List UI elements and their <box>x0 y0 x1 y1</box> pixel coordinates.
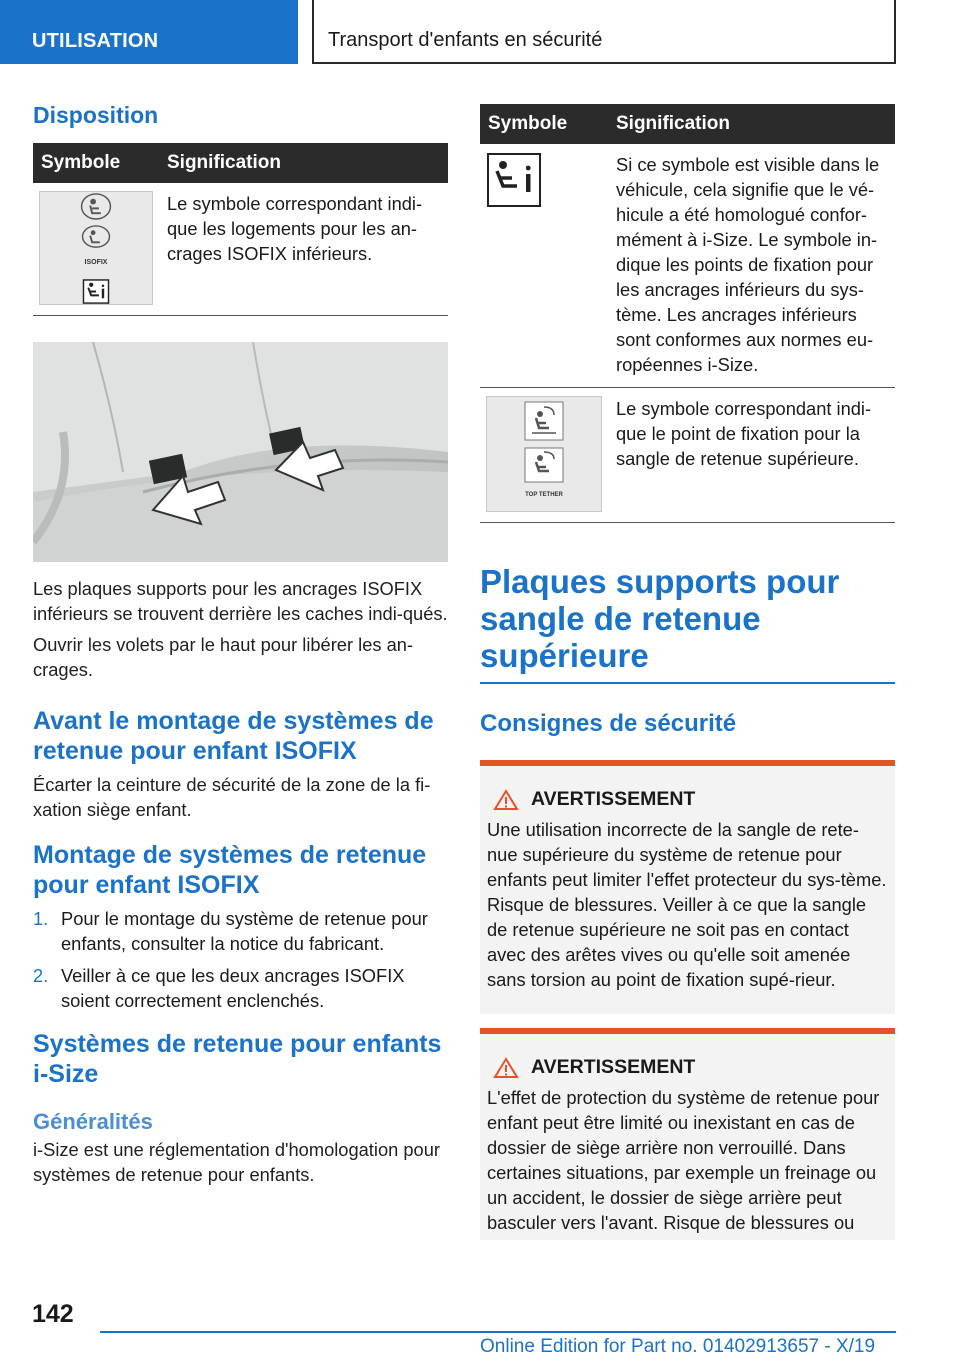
paragraph-general: i-Size est une réglementation d'homologation pour systèmes de retenue pour enfants. <box>33 1139 440 1185</box>
table-header-meaning: Signification <box>608 104 895 144</box>
table-row <box>480 388 895 523</box>
heading-top-tether-plates: Plaques supports pour sangle de retenue supérieure <box>480 563 895 684</box>
table-row <box>480 144 895 388</box>
step-number: 2. <box>33 965 49 986</box>
heading-before-mounting: Avant le montage de systèmes de retenue pour enfant ISOFIX <box>33 707 434 765</box>
table-header-symbol: Symbole <box>33 143 159 183</box>
table-header-meaning: Signification <box>159 143 448 183</box>
isofix-anchor-icon <box>82 279 110 304</box>
right-column <box>480 104 895 1240</box>
table-cell-meaning: Si ce symbole est visible dans le véhicule, cela signifie que le vé-hicule a été homologué confor-mément à i-Size. Le symbole in-dique les points de fixation pour les ancrages inférieurs du sys-tème. Les ancrages inférieurs sont conformes aux normes eu-ropéennes i-Size. <box>608 144 895 388</box>
top-tether-symbols-icon <box>486 396 602 512</box>
left-column <box>33 96 448 1187</box>
isize-anchor-icon <box>486 152 542 208</box>
rear-seat-illustration <box>33 342 448 562</box>
table-cell-meaning: Le symbole correspondant indi-que le point de fixation pour la sangle de retenue supérieure. <box>608 388 895 523</box>
heading-mounting: Montage de systèmes de retenue pour enfant ISOFIX <box>33 841 427 899</box>
section-title: UTILISATION <box>32 30 159 52</box>
photo-caption: Les plaques supports pour les ancrages ISOFIX inférieurs se trouvent derrière les caches indi-qués. <box>33 578 448 624</box>
isofix-symbol-table <box>33 143 448 316</box>
table-header-symbol: Symbole <box>480 104 608 144</box>
section-tab <box>0 0 298 64</box>
heading-safety: Consignes de sécurité <box>480 710 737 737</box>
paragraph-before-mounting: Écarter la ceinture de sécurité de la zone de la fi-xation siège enfant. <box>33 774 431 820</box>
heading-general: Généralités <box>33 1109 153 1134</box>
chapter-title: Transport d'enfants en sécurité <box>328 29 603 51</box>
step-text: Veiller à ce que les deux ancrages ISOFIX soient correctement enclenchés. <box>61 965 405 1011</box>
edition-footer: Online Edition for Part no. 01402913657 - X/19 <box>480 1336 876 1357</box>
child-seat-icon <box>79 225 113 250</box>
chapter-tab <box>312 0 896 64</box>
disposition-heading: Disposition <box>33 102 159 128</box>
top-tether-icon <box>524 447 564 483</box>
isize-symbol-table <box>480 104 895 523</box>
table-row <box>33 183 448 316</box>
warning-text: L'effet de protection du système de retenue pour enfant peut être limité ou inexistant en cas de dossier de siège arrière non verrouillé. Dans certaines situations, par exemple un freinage ou un accident, le dossier de siège arrière peut basculer vers l'avant. Risque de blessures ou <box>487 1087 880 1233</box>
table-cell-meaning: Le symbole correspondant indi-que les logements pour les an-crages ISOFIX inférieurs. <box>159 183 448 316</box>
warning-text: Une utilisation incorrecte de la sangle de rete-nue supérieure du système de retenue pour enfants peut limiter l'effet protecteur du sys-tème. Risque de blessures. Veiller à ce que la sangle de retenue supérieure ne soit pas en contact avec des arêtes vives ou qu'elle soit amenée sans torsion au point de fixation supé-rieur. <box>487 819 887 990</box>
step-text: Pour le montage du système de retenue pour enfants, consulter la notice du fabricant. <box>61 908 428 954</box>
isofix-seat-photo <box>33 342 448 562</box>
isofix-icon-label: ISOFIX <box>84 258 108 266</box>
warning-box <box>480 760 895 1014</box>
list-item <box>33 963 448 1013</box>
warning-title: AVERTISSEMENT <box>531 788 696 810</box>
page-number: 142 <box>32 1300 74 1328</box>
warning-triangle-icon <box>493 1057 519 1079</box>
top-tether-icon <box>524 401 564 441</box>
child-seat-icon <box>79 192 113 221</box>
isofix-symbols-icon <box>39 191 153 305</box>
heading-isize: Systèmes de retenue pour enfants i-Size <box>33 1030 442 1088</box>
mounting-steps <box>33 906 448 1013</box>
warning-box <box>480 1028 895 1240</box>
warning-triangle-icon <box>493 789 519 811</box>
list-item <box>33 906 448 956</box>
footer-divider <box>100 1331 896 1333</box>
photo-caption: Ouvrir les volets par le haut pour libérer les an-crages. <box>33 634 414 680</box>
step-number: 1. <box>33 908 49 929</box>
warning-title: AVERTISSEMENT <box>531 1056 696 1078</box>
top-tether-icon-label: TOP TETHER <box>525 491 563 498</box>
